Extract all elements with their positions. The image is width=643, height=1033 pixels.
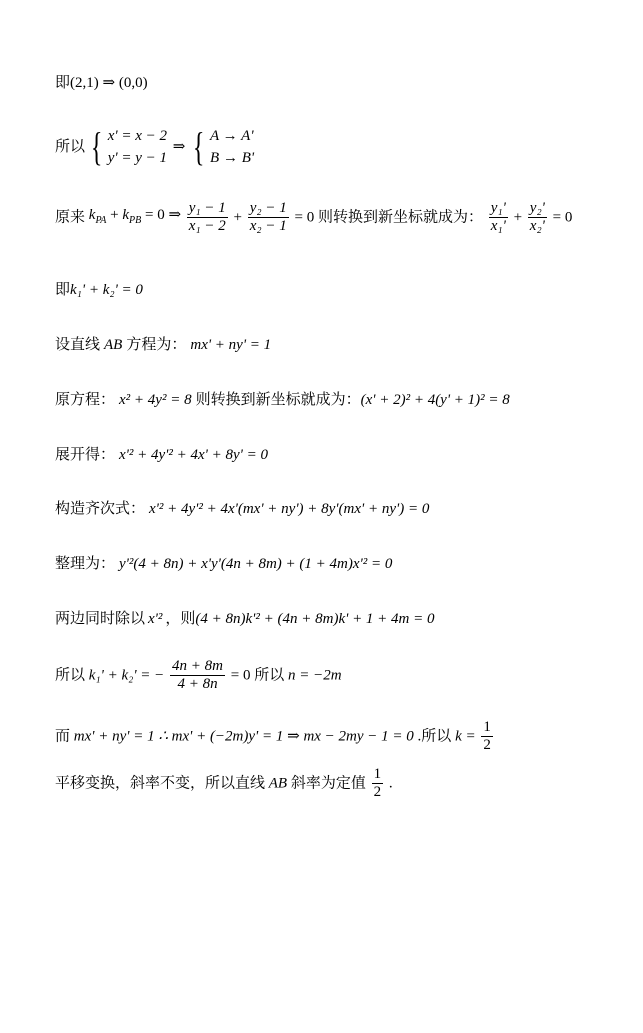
fraction-1 bbox=[187, 200, 228, 235]
line-10-xsq: x'² bbox=[148, 611, 163, 627]
fraction-3 bbox=[489, 200, 508, 235]
fraction-12-den: 2 bbox=[483, 737, 491, 753]
line-6 bbox=[55, 390, 510, 410]
line-3-tail: = 0 bbox=[552, 209, 573, 226]
line-7 bbox=[55, 445, 268, 465]
eq-implies: = 0 ⇒ bbox=[144, 206, 182, 223]
fraction-2 bbox=[248, 200, 289, 235]
line-11-mid: 所以 bbox=[254, 667, 285, 684]
k-symbol: k bbox=[88, 206, 96, 223]
line-11 bbox=[55, 658, 342, 693]
eq-zero: = 0 bbox=[294, 209, 315, 226]
system-1-row-1: x' = x − 2 bbox=[107, 128, 167, 144]
line-1-math: (2,1) ⇒ (0,0) bbox=[70, 75, 148, 91]
line-13-mid: 斜率为定值 bbox=[290, 775, 366, 792]
line-4-math: k₁' + k₂' = 0 bbox=[70, 282, 143, 298]
line-11-prefix: 所以 bbox=[55, 667, 86, 684]
line-1 bbox=[55, 73, 148, 93]
line-5-mid: 方程为： bbox=[126, 337, 187, 353]
line-5-prefix: 设直线 bbox=[55, 337, 101, 353]
fraction-4 bbox=[528, 200, 547, 235]
line-3: 原来 $k_{PA} + k_{PB} = 0$ ⇒ $\frac{\text{y₁ − 1}}{\text{x₁ − 2}}$ + $\frac{\text{y₂ − 1}}{\text{x₂ − 1}}$ = 0 则转换到新坐标就成为： $\frac{\text{y₁'}}{\text{x₁'}}$ + $\frac{\text{y₂'}}{\text{x₂'}}$ = 0 bbox=[55, 200, 573, 234]
line-11-math-b: = 0 bbox=[230, 667, 251, 684]
fraction-2-num: y₂ − 1 bbox=[249, 200, 287, 216]
line-12-prefix: 而 bbox=[55, 728, 71, 745]
line-3-prefix: 原来 bbox=[55, 209, 86, 226]
line-3-mid-text: 则转换到新坐标就成为： bbox=[317, 209, 483, 226]
system-2-row-2: B → B' bbox=[210, 150, 255, 166]
sub-pa: PA bbox=[95, 214, 107, 226]
line-6-mid: 则转换到新坐标就成为： bbox=[195, 392, 361, 408]
line-13-tail: . bbox=[388, 775, 393, 792]
line-2-prefix: 所以 bbox=[55, 139, 86, 155]
line-11-math-c: n = −2m bbox=[288, 667, 342, 684]
system-2-row-1: A → A' bbox=[210, 128, 254, 144]
fraction-12 bbox=[481, 719, 493, 754]
line-4 bbox=[55, 280, 143, 300]
line-12 bbox=[55, 719, 495, 754]
line-2 bbox=[55, 125, 254, 169]
line-13-ab: AB bbox=[268, 775, 288, 792]
line-10-prefix: 两边同时除以 bbox=[55, 611, 146, 627]
sub-pb: PB bbox=[129, 214, 142, 226]
line-10 bbox=[55, 609, 435, 629]
line-1-prefix: 即 bbox=[55, 75, 71, 91]
k-symbol-2: k bbox=[122, 206, 130, 223]
line-6-math-2: (x' + 2)² + 4(y' + 1)² = 8 bbox=[360, 392, 510, 408]
line-4-prefix: 即 bbox=[55, 282, 71, 298]
line-9-math: y'²(4 + 8n) + x'y'(4n + 8m) + (1 + 4m)x'² = 0 bbox=[119, 556, 393, 572]
line-12-math: mx' + ny' = 1 ∴ mx' + (−2m)y' = 1 ⇒ mx − 2my − 1 = 0 bbox=[73, 728, 414, 745]
fraction-2-den: x₂ − 1 bbox=[249, 218, 287, 234]
fraction-1-den: x₁ − 2 bbox=[188, 218, 226, 234]
left-brace-2: { bbox=[192, 124, 205, 169]
implies-arrow: ⇒ bbox=[172, 139, 186, 155]
line-7-prefix: 展开得： bbox=[55, 447, 116, 463]
line-8-prefix: 构造齐次式： bbox=[55, 501, 146, 517]
line-10-math: (4 + 8n)k'² + (4n + 8m)k' + 1 + 4m = 0 bbox=[195, 611, 435, 627]
line-12-k: k = bbox=[455, 728, 476, 745]
line-13-prefix: 平移变换，斜率不变，所以直线 bbox=[55, 775, 266, 792]
fraction-12-num: 1 bbox=[483, 719, 491, 735]
system-1 bbox=[108, 125, 167, 169]
fraction-11-num: 4n + 8m bbox=[172, 658, 224, 674]
line-ab-label: AB bbox=[104, 337, 123, 353]
line-5 bbox=[55, 335, 271, 355]
line-6-math-1: x² + 4y² = 8 bbox=[119, 392, 192, 408]
line-8-math: x'² + 4y'² + 4x'(mx' + ny') + 8y'(mx' + ny') = 0 bbox=[149, 501, 430, 517]
line-5-math: mx' + ny' = 1 bbox=[190, 337, 272, 353]
fraction-11-den: 4 + 8n bbox=[177, 676, 218, 692]
fraction-11 bbox=[170, 658, 225, 693]
line-11-math-a: k₁' + k₂' = − bbox=[88, 667, 165, 684]
line-6-prefix: 原方程： bbox=[55, 392, 116, 408]
fraction-4-num: y₂' bbox=[529, 200, 545, 216]
line-9 bbox=[55, 554, 392, 574]
fraction-13 bbox=[372, 766, 384, 801]
fraction-13-den: 2 bbox=[373, 784, 382, 800]
system-1-row-2: y' = y − 1 bbox=[107, 150, 167, 166]
line-9-prefix: 整理为： bbox=[55, 556, 116, 572]
line-7-math: x'² + 4y'² + 4x' + 8y' = 0 bbox=[119, 447, 268, 463]
left-brace-1: { bbox=[90, 124, 103, 169]
fraction-4-den: x₂' bbox=[529, 218, 545, 234]
line-8 bbox=[55, 499, 429, 519]
fraction-3-den: x₁' bbox=[490, 218, 506, 234]
system-2 bbox=[210, 125, 254, 169]
line-10-mid: ，则 bbox=[165, 611, 196, 627]
fraction-1-num: y₁ − 1 bbox=[188, 200, 226, 216]
fraction-3-num: y₁' bbox=[490, 200, 506, 216]
line-13 bbox=[55, 766, 393, 801]
fraction-13-num: 1 bbox=[373, 766, 382, 782]
line-12-mid: .所以 bbox=[417, 728, 452, 745]
